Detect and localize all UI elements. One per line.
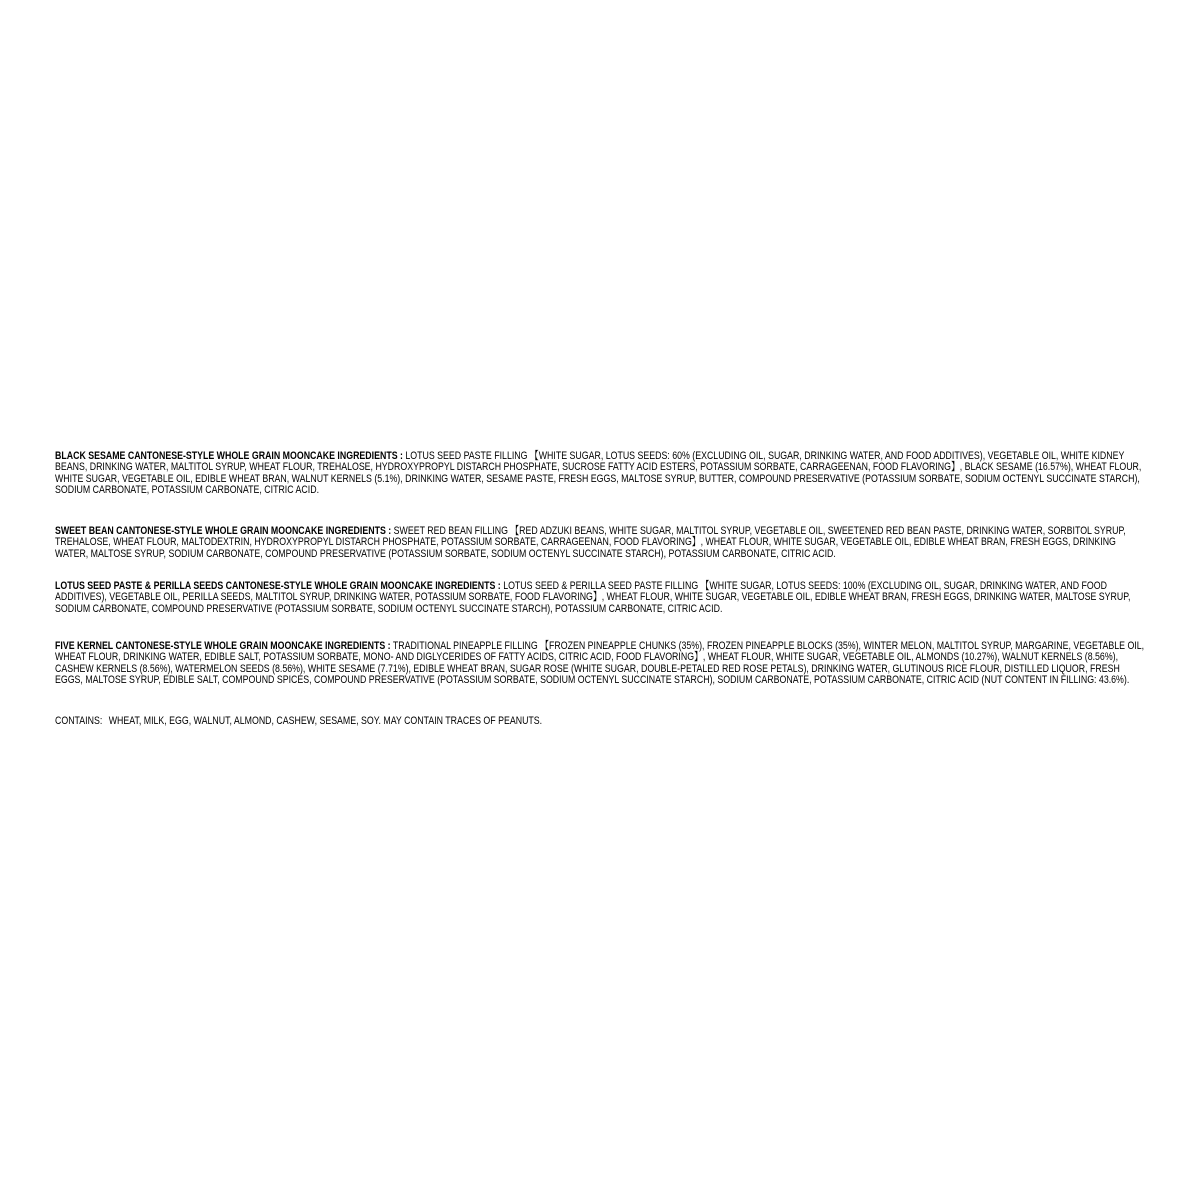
ingredient-paragraph-sweet-bean	[55, 526, 1145, 560]
ingredient-paragraph-black-sesame	[55, 451, 1145, 496]
paragraph-heading: LOTUS SEED PASTE & PERILLA SEEDS CANTONESE-STYLE WHOLE GRAIN MOONCAKE INGREDIENTS :	[55, 580, 501, 593]
ingredient-paragraph-five-kernel	[55, 641, 1145, 686]
paragraph-heading: SWEET BEAN CANTONESE-STYLE WHOLE GRAIN MOONCAKE INGREDIENTS :	[55, 525, 392, 538]
paragraph-heading: BLACK SESAME CANTONESE-STYLE WHOLE GRAIN MOONCAKE INGREDIENTS :	[55, 450, 403, 462]
paragraph-body: LOTUS SEED & PERILLA SEED PASTE FILLING 【WHITE SUGAR, LOTUS SEEDS: 100% (EXCLUDING OIL, SUGAR, DRINKING WATER, AND FOOD ADDITIVES), VEGETABLE OIL, PERILLA SEEDS, MALTITOL SYRUP, DRINKING WATER, POTASSIUM SORBATE, FOOD FLAVORING】, WHEAT FLOUR, WHITE SUGAR, VEGETABLE OIL, EDIBLE WHEAT BRAN, FRESH EGGS, DRINKING WATER, MALTOSE SYRUP, SODIUM CARBONATE, COMPOUND PRESERVATIVE (POTASSIUM SORBATE, SODIUM OCTENYL SUCCINATE STARCH), POTASSIUM CARBONATE, CITRIC ACID.	[55, 580, 1131, 615]
allergen-body: WHEAT, MILK, EGG, WALNUT, ALMOND, CASHEW, SESAME, SOY. MAY CONTAIN TRACES OF PEANUTS.	[108, 715, 543, 728]
ingredient-paragraph-lotus-seed-perilla	[55, 581, 1145, 615]
allergen-statement	[55, 716, 1145, 727]
paragraph-body: SWEET RED BEAN FILLING 【RED ADZUKI BEANS, WHITE SUGAR, MALTITOL SYRUP, VEGETABLE OIL, SWEETENED RED BEAN PASTE, DRINKING WATER, SORBITOL SYRUP, TREHALOSE, WHEAT FLOUR, MALTODEXTRIN, HYDROXYPROPYL DISTARCH PHOSPHATE, POTASSIUM SORBATE, CARRAGEENAN, FOOD FLAVORING】, WHEAT FLOUR, WHITE SUGAR, VEGETABLE OIL, EDIBLE WHEAT BRAN, FRESH EGGS, DRINKING WATER, MALTOSE SYRUP, SODIUM CARBONATE, COMPOUND PRESERVATIVE (POTASSIUM SORBATE, SODIUM OCTENYL SUCCINATE STARCH), POTASSIUM CARBONATE, CITRIC ACID.	[55, 525, 1126, 560]
paragraph-body: TRADITIONAL PINEAPPLE FILLING 【FROZEN PINEAPPLE CHUNKS (35%), FROZEN PINEAPPLE BLOCKS (35%), WINTER MELON, MALTITOL SYRUP, MARGARINE, VEGETABLE OIL, WHEAT FLOUR, DRINKING WATER, EDIBLE SALT, POTASSIUM SORBATE, MONO- AND DIGLYCERIDES OF FATTY ACIDS, CITRIC ACID, FOOD FLAVORING】, WHEAT FLOUR, WHITE SUGAR, VEGETABLE OIL, ALMONDS (10.27%), WALNUT KERNELS (8.56%), CASHEW KERNELS (8.56%), WATERMELON SEEDS (8.56%), WHITE SESAME (7.71%), EDIBLE WHEAT BRAN, SUGAR ROSE (WHITE SUGAR, DOUBLE-PETALED RED ROSE PETALS), DRINKING WATER, GLUTINOUS RICE FLOUR, DISTILLED LIQUOR, FRESH EGGS, MALTOSE SYRUP, EDIBLE SALT, COMPOUND SPICES, COMPOUND PRESERVATIVE (POTASSIUM SORBATE, SODIUM OCTENYL SUCCINATE STARCH), SODIUM CARBONATE, POTASSIUM CARBONATE, CITRIC ACID (NUT CONTENT IN FILLING: 43.6%).	[55, 639, 1145, 686]
ingredients-label	[55, 451, 1145, 727]
paragraph-heading: FIVE KERNEL CANTONESE-STYLE WHOLE GRAIN MOONCAKE INGREDIENTS :	[55, 639, 391, 652]
allergen-label: CONTAINS:	[55, 715, 103, 728]
paragraph-body: LOTUS SEED PASTE FILLING 【WHITE SUGAR, LOTUS SEEDS: 60% (EXCLUDING OIL, SUGAR, DRINKING WATER, AND FOOD ADDITIVES), VEGETABLE OIL, WHITE KIDNEY BEANS, DRINKING WATER, MALTITOL SYRUP, WHEAT FLOUR, TREHALOSE, HYDROXYPROPYL DISTARCH PHOSPHATE, SUCROSE FATTY ACID ESTERS, POTASSIUM SORBATE, CARRAGEENAN, FOOD FLAVORING】, BLACK SESAME (16.57%), WHEAT FLOUR, WHITE SUGAR, VEGETABLE OIL, EDIBLE WHEAT BRAN, WALNUT KERNELS (5.1%), DRINKING WATER, SESAME PASTE, FRESH EGGS, MALTOSE SYRUP, BUTTER, COMPOUND PRESERVATIVE (POTASSIUM SORBATE, SODIUM OCTENYL SUCCINATE STARCH), SODIUM CARBONATE, POTASSIUM CARBONATE, CITRIC ACID.	[55, 450, 1142, 496]
